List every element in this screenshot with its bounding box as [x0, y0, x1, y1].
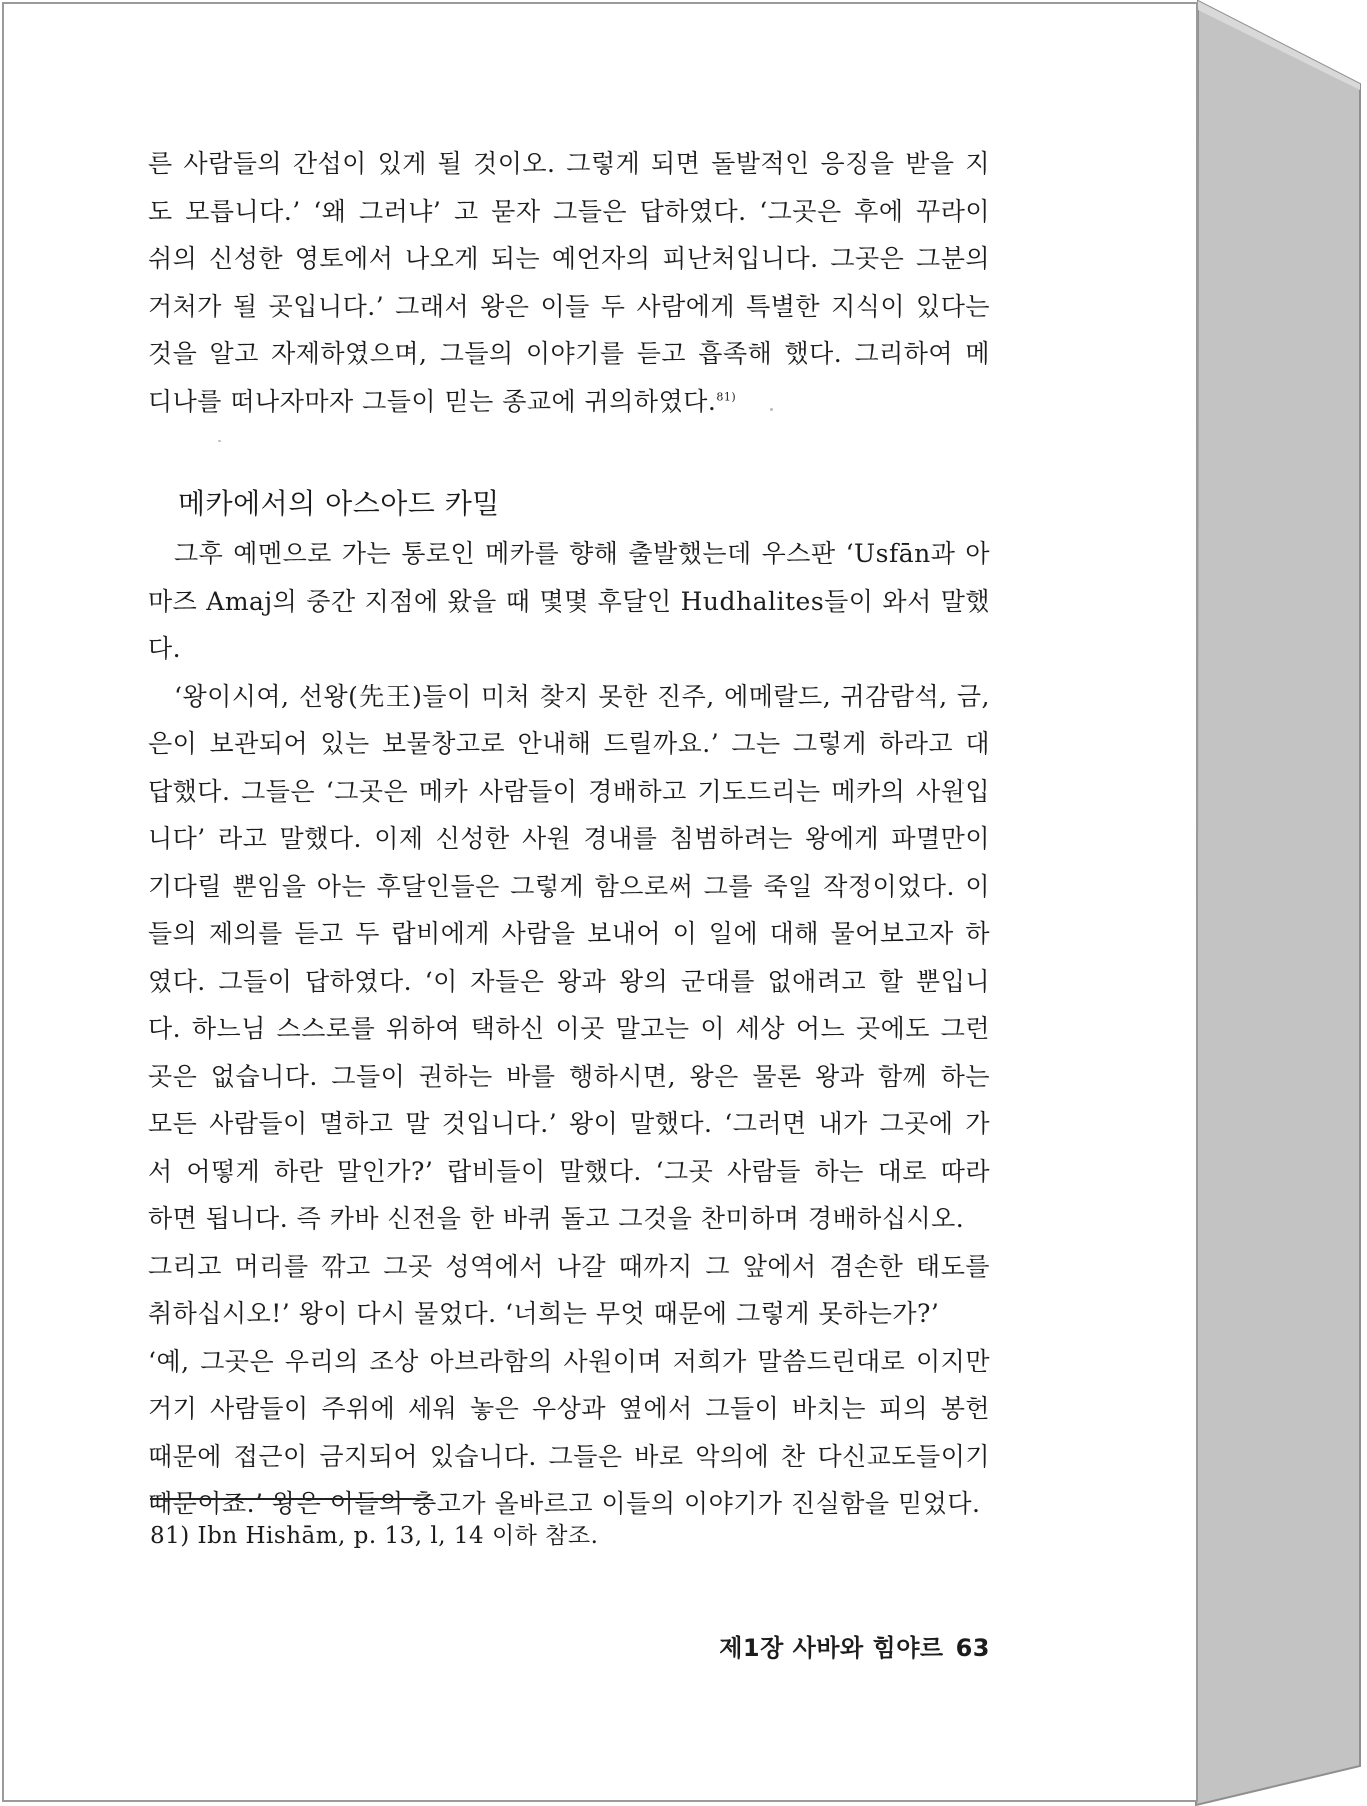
- text-line: 거기 사람들이 주위에 세워 놓은 우상과 옆에서 그들이 바치는 피의 봉헌: [148, 1394, 990, 1423]
- text-line: 서 어떻게 하란 말인가?’ 랍비들이 말했다. ‘그곳 사람들 하는 대로 따라: [148, 1156, 990, 1186]
- text-line: [148, 378, 990, 426]
- text-line: 모든 사람들이 멸하고 말 것입니다.’ 왕이 말했다. ‘그러면 내가 그곳에 가: [148, 1109, 990, 1138]
- text-line: 그리고 머리를 깎고 그곳 성역에서 나갈 때까지 그 앞에서 겸손한 태도를: [148, 1251, 990, 1281]
- text-line: 곳은 없습니다. 그들이 권하는 바를 행하시면, 왕은 물론 왕과 함께 하는: [148, 1061, 990, 1091]
- footnote: 81) Ibn Hishām, p. 13, l, 14 이하 참조.: [150, 1523, 599, 1549]
- text-line: 그후 예멘으로 가는 통로인 메카를 향해 출발했는데 우스판 ‘Usfān과 아: [174, 539, 990, 568]
- text-line: 들의 제의를 듣고 두 랍비에게 사람을 보내어 이 일에 대해 물어보고자 하: [148, 919, 990, 948]
- text-line-content: 디나를 떠나자마자 그들이 믿는 종교에 귀의하였다.: [148, 386, 717, 416]
- text-line: 때문이죠.’ 왕은 이들의 충고가 올바르고 이들의 이야기가 진실함을 믿었다.: [148, 1489, 981, 1518]
- page-number: 63: [955, 1634, 990, 1662]
- section-paragraph: [148, 530, 990, 1528]
- text-line: ‘왕이시여, 선왕(先王)들이 미처 찾지 못한 진주, 에메랄드, 귀감람석, 금,: [174, 681, 990, 711]
- text-line: 답했다. 그들은 ‘그곳은 메카 사람들이 경배하고 기도드리는 메카의 사원입: [148, 776, 990, 806]
- text-line: 도 모릅니다.’ ‘왜 그러냐’ 고 묻자 그들은 답하였다. ‘그곳은 후에 꾸라이: [148, 196, 990, 226]
- footnote-reference: 81): [716, 390, 737, 404]
- text-line: 기다릴 뿐임을 아는 후달인들은 그렇게 함으로써 그를 죽일 작정이었다. 이: [148, 871, 990, 901]
- footnote-divider: [150, 1498, 428, 1500]
- intro-paragraph: [148, 140, 990, 425]
- print-speck: [218, 440, 221, 442]
- text-line: 은이 보관되어 있는 보물창고로 안내해 드릴까요.’ 그는 그렇게 하라고 대: [148, 729, 990, 758]
- text-line: 른 사람들의 간섭이 있게 될 것이오. 그렇게 되면 돌발적인 응징을 받을 지: [148, 149, 990, 178]
- text-line: 니다’ 라고 말했다. 이제 신성한 사원 경내를 침범하려는 왕에게 파멸만이: [148, 824, 990, 853]
- text-line: ‘예, 그곳은 우리의 조상 아브라함의 사원이며 저희가 말씀드린대로 이지만: [148, 1346, 990, 1376]
- section-heading: 메카에서의 아스아드 카밀: [178, 487, 500, 520]
- text-line: 다. 하느님 스스로를 위하여 택하신 이곳 말고는 이 세상 어느 곳에도 그런: [148, 1014, 990, 1043]
- running-footer: [700, 1628, 990, 1663]
- text-line: 였다. 그들이 답하였다. ‘이 자들은 왕과 왕의 군대를 없애려고 할 뿐입니: [148, 966, 990, 996]
- footer-chapter-title: 제1장 사바와 힘야르: [719, 1634, 944, 1662]
- text-line: 때문에 접근이 금지되어 있습니다. 그들은 바로 악의에 찬 다신교도들이기: [148, 1441, 990, 1471]
- text-line: 것을 알고 자제하였으며, 그들의 이야기를 듣고 흡족해 했다. 그리하여 메: [148, 339, 990, 368]
- text-line: 쉬의 신성한 영토에서 나오게 되는 예언자의 피난처입니다. 그곳은 그분의: [148, 244, 990, 273]
- text-line: 거처가 될 곳입니다.’ 그래서 왕은 이들 두 사람에게 특별한 지식이 있다는: [148, 291, 990, 321]
- text-line: 취하십시오!’ 왕이 다시 물었다. ‘너희는 무엇 때문에 그렇게 못하는가?’: [148, 1299, 940, 1328]
- text-line: 마즈 Amaj의 중간 지점에 왔을 때 몇몇 후달인 Hudhalites들이 와서 말했다.: [148, 586, 990, 663]
- text-line: 하면 됩니다. 즉 카바 신전을 한 바퀴 돌고 그것을 찬미하며 경배하십시오.: [148, 1204, 965, 1233]
